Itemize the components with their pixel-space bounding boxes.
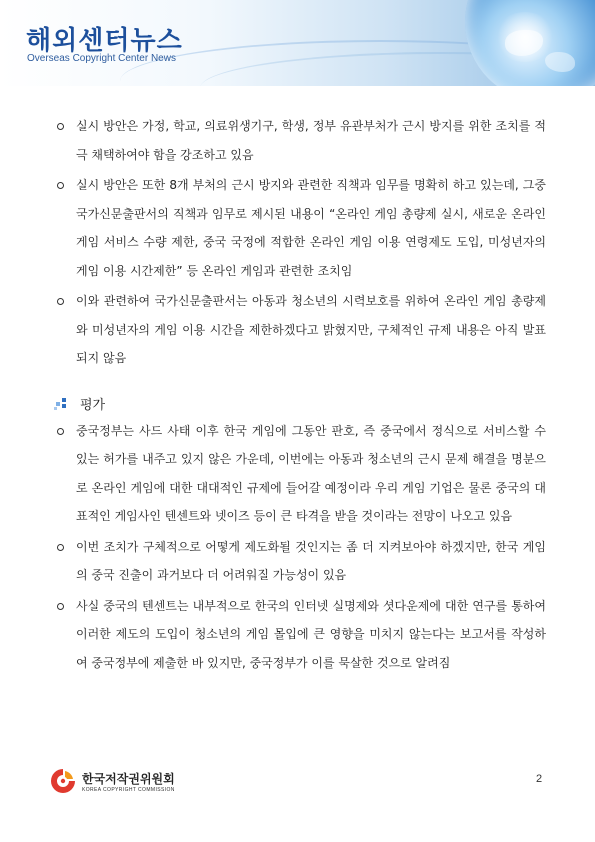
bullet-circle-icon [57, 428, 64, 435]
page-number: 2 [536, 773, 543, 785]
section-squares-icon [54, 398, 68, 410]
section-title: 평가 [80, 397, 106, 413]
list-item: 중국정부는 사드 사태 이후 한국 게임에 그동안 판호, 즉 중국에서 정식으로 서비스할 수 있는 허가를 내주고 있지 않은 가운데, 이번에는 아동과 청소년의 근시 문제 해결을 명분으로 온라인 게임에 대한 대대적인 규제에 들어갈 예정이라 우리 게임 기업은 물론 중국의 대표적인 게임사인 텐센트와 넷이즈 등이 큰 타격을 받을 것이라는 전망이 나오고 있음 [54, 417, 546, 531]
bullet-circle-icon [57, 298, 64, 305]
organization-name: 한국저작권위원회 [82, 772, 175, 786]
bullet-circle-icon [57, 182, 64, 189]
page-header [0, 0, 595, 86]
newsletter-title: 해외센터뉴스 [26, 26, 183, 56]
list-item: 실시 방안은 또한 8개 부처의 근시 방지와 관련한 직책과 임무를 명확히 하고 있는데, 그중 국가신문출판서의 직책과 임무로 제시된 내용이 “온라인 게임 총량제 실시, 새로운 온라인 게임 서비스 수량 제한, 중국 국정에 적합한 온라인 게임 이용 연령제도 도입, 미성년자의 게임 이용 시간제한” 등 온라인 게임과 관련한 조치임 [54, 171, 546, 285]
list-item: 실시 방안은 가정, 학교, 의료위생기구, 학생, 정부 유관부처가 근시 방지를 위한 조치를 적극 채택하여야 함을 강조하고 있음 [54, 112, 546, 169]
newsletter-subtitle: Overseas Copyright Center News [27, 53, 176, 64]
copyright-commission-logo-icon [48, 766, 78, 796]
list-item: 이와 관련하여 국가신문출판서는 아동과 청소년의 시력보호를 위하여 온라인 게임 총량제와 미성년자의 게임 이용 시간을 제한하겠다고 밝혔지만, 구체적인 규제 내용은 아직 발표되지 않음 [54, 287, 546, 373]
globe-icon [465, 0, 595, 86]
organization-name-english: KOREA COPYRIGHT COMMISSION [82, 787, 175, 793]
bullet-circle-icon [57, 123, 64, 130]
list-item: 이번 조치가 구체적으로 어떻게 제도화될 것인지는 좀 더 지켜보아야 하겠지만, 한국 게임의 중국 진출이 과거보다 더 어려워질 가능성이 있음 [54, 533, 546, 590]
bullet-circle-icon [57, 603, 64, 610]
article-body [54, 112, 546, 677]
bullet-circle-icon [57, 544, 64, 551]
section-heading [54, 393, 546, 415]
list-item: 사실 중국의 텐센트는 내부적으로 한국의 인터넷 실명제와 셧다운제에 대한 연구를 통하여 이러한 제도의 도입이 청소년의 게임 몰입에 큰 영향을 미치지 않는다는 보고서를 작성하여 중국정부에 제출한 바 있지만, 중국정부가 이를 묵살한 것으로 알려짐 [54, 592, 546, 678]
